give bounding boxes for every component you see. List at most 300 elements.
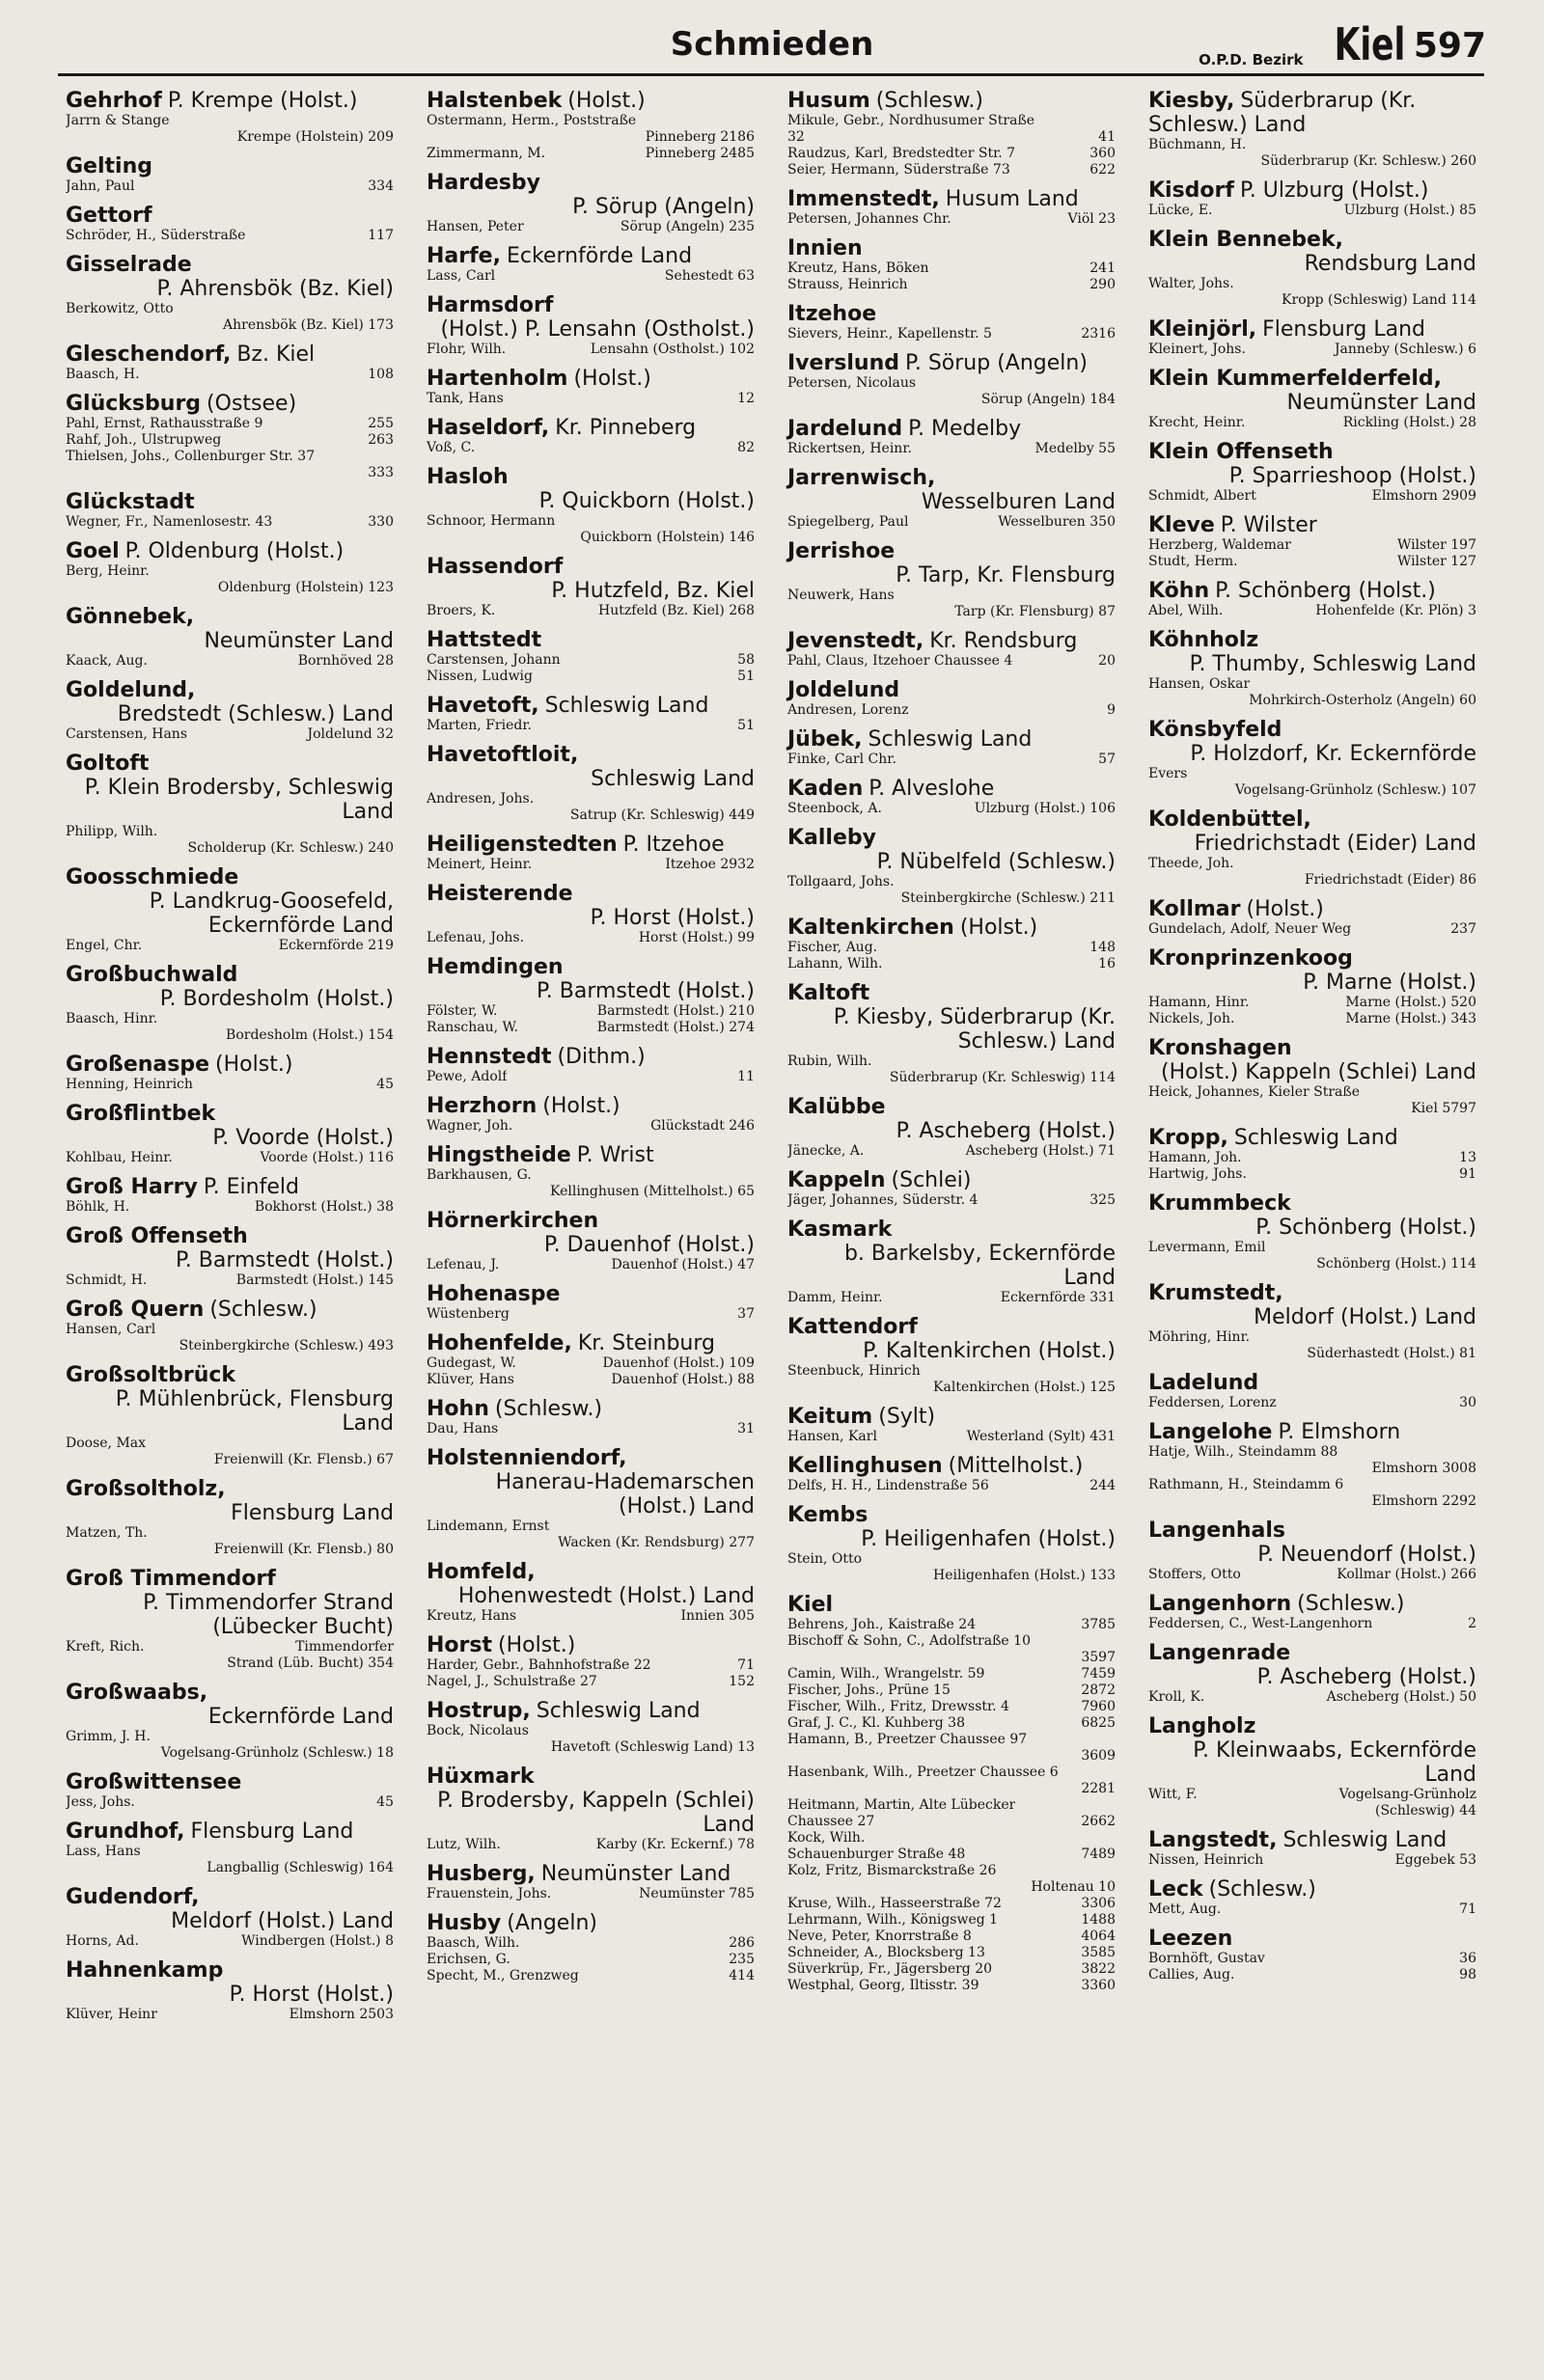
smith-location-phone: 7489 <box>1081 1847 1116 1862</box>
smith-listing <box>66 178 394 195</box>
district-label: O.P.D. Bezirk <box>1199 51 1304 68</box>
place-heading <box>66 963 394 1011</box>
smith-location-phone: Barmstedt (Holst.) 145 <box>235 1272 394 1288</box>
directory-entry <box>66 1298 394 1354</box>
place-heading <box>66 204 394 228</box>
place-name: Kembs <box>787 1503 868 1527</box>
smith-location-phone: 334 <box>368 178 394 194</box>
place-name: Hohenaspe <box>427 1282 561 1306</box>
place-name: Hasloh <box>427 465 509 489</box>
smith-location-phone: Vogelsang-Grünholz (Schlesw.) 18 <box>160 1745 394 1761</box>
smith-listing <box>66 580 394 596</box>
smith-listing <box>66 1150 394 1166</box>
place-heading <box>66 253 394 301</box>
smith-name: 32 <box>787 129 805 145</box>
place-name: Jevenstedt, <box>787 629 924 653</box>
smith-name: Schröder, H., Süderstraße <box>66 228 246 243</box>
smith-location-phone: 2872 <box>1081 1682 1116 1698</box>
place-region: (Schlesw.) <box>1208 1877 1316 1901</box>
smith-listing <box>1148 415 1476 431</box>
smith-listing <box>66 1729 394 1745</box>
place-heading <box>66 1477 394 1525</box>
smith-name: Jäger, Johannes, Süderstr. 4 <box>787 1192 979 1208</box>
place-region: Hanerau-Hademarschen (Holst.) Land <box>495 1470 755 1518</box>
place-name: Jarrenwisch, <box>787 466 936 490</box>
smith-location-phone: Sehestedt 63 <box>664 268 755 284</box>
smith-listing <box>787 277 1116 293</box>
smith-listing <box>1148 856 1476 872</box>
directory-entry <box>1148 440 1476 505</box>
directory-entry <box>787 629 1116 670</box>
place-name: Immenstedt, <box>787 187 940 211</box>
smith-listing <box>66 1794 394 1811</box>
directory-entry <box>787 727 1116 768</box>
smith-name: Gudegast, W. <box>427 1355 516 1371</box>
smith-listing <box>427 1935 755 1952</box>
smith-listing <box>787 1070 1116 1086</box>
smith-name: Frauenstein, Johs. <box>427 1886 552 1901</box>
place-name: Kisdorf <box>1148 178 1234 203</box>
smith-listing <box>1148 1493 1476 1510</box>
smith-location-phone: Vogelsang-Grünholz (Schlesw.) 107 <box>1234 782 1476 798</box>
place-heading <box>787 1405 1116 1429</box>
place-name: Innien <box>787 236 863 260</box>
directory-entry <box>66 89 394 146</box>
place-name: Krumstedt, <box>1148 1281 1283 1305</box>
smith-listing <box>787 1633 1116 1650</box>
smith-name: Andresen, Lorenz <box>787 702 909 718</box>
smith-location-phone: 3306 <box>1081 1896 1116 1911</box>
place-region: (Holst.) P. Lensahn (Ostholst.) <box>440 317 755 342</box>
smith-location-phone: Freienwill (Kr. Flensb.) 80 <box>213 1542 394 1557</box>
smith-location-phone: 2662 <box>1081 1814 1116 1829</box>
smith-location-phone: Heiligenhafen (Holst.) 133 <box>933 1568 1116 1583</box>
place-region: P. Timmendorfer Strand (Lübecker Bucht) <box>143 1591 394 1639</box>
smith-listing <box>427 1657 755 1674</box>
smith-location-phone: Elmshorn 2503 <box>289 2007 394 2022</box>
place-heading <box>787 826 1116 874</box>
smith-location-phone: Quickborn (Holstein) 146 <box>580 530 755 545</box>
place-region: P. Thumby, Schleswig Land <box>1189 652 1476 676</box>
smith-name: Gundelach, Adolf, Neuer Weg <box>1148 921 1352 937</box>
directory-entry <box>1148 1877 1476 1918</box>
directory-entry <box>1148 897 1476 938</box>
smith-listing <box>787 514 1116 531</box>
smith-listing <box>1148 1567 1476 1583</box>
place-name: Klein Offenseth <box>1148 440 1334 464</box>
place-heading <box>427 833 755 857</box>
smith-location-phone: Bokhorst (Holst.) 38 <box>254 1199 394 1215</box>
place-name: Kellinghusen <box>787 1454 943 1478</box>
place-heading <box>787 1217 1116 1290</box>
directory-entry <box>427 882 755 946</box>
smith-listing <box>66 563 394 580</box>
place-region: (Holst.) <box>567 89 646 113</box>
place-region: Kr. Pinneberg <box>555 416 697 440</box>
place-heading <box>427 1446 755 1518</box>
smith-location-phone: 41 <box>1098 129 1116 145</box>
smith-listing <box>66 726 394 743</box>
place-name: Langenrade <box>1148 1641 1291 1665</box>
place-heading <box>1148 718 1476 766</box>
smith-listing <box>427 1421 755 1437</box>
smith-listing <box>427 603 755 619</box>
smith-name: Hamann, Hinr. <box>1148 995 1250 1010</box>
place-heading <box>66 1175 394 1199</box>
smith-location-phone: Neumünster 785 <box>639 1886 755 1901</box>
directory-entry <box>66 1175 394 1216</box>
smith-name: Mikule, Gebr., Nordhusumer Straße <box>787 113 1035 128</box>
place-region: (Angeln) <box>507 1911 597 1935</box>
smith-listing <box>66 514 394 531</box>
directory-entry <box>427 293 755 358</box>
directory-entry <box>66 1567 394 1672</box>
directory-entry <box>66 605 394 670</box>
smith-listing <box>1148 1951 1476 1967</box>
place-name: Groß Harry <box>66 1175 198 1199</box>
place-heading <box>66 678 394 726</box>
place-name: Horst <box>427 1633 492 1657</box>
place-heading <box>427 1397 755 1421</box>
place-region: (Mittelholst.) <box>948 1454 1084 1478</box>
smith-listing <box>787 604 1116 620</box>
smith-name: Bock, Nicolaus <box>427 1723 529 1738</box>
smith-name: Erichsen, G. <box>427 1952 510 1967</box>
smith-listing <box>427 219 755 235</box>
smith-location-phone: Schönberg (Holst.) 114 <box>1316 1256 1476 1272</box>
smith-listing <box>66 1860 394 1876</box>
smith-location-phone: Timmendorfer <box>295 1639 394 1655</box>
smith-listing <box>787 1617 1116 1633</box>
directory-entry <box>1148 718 1476 799</box>
smith-location-phone: Pinneberg 2485 <box>645 146 755 161</box>
place-heading <box>1148 1191 1476 1240</box>
smith-listing <box>787 1797 1116 1814</box>
smith-listing <box>787 1192 1116 1209</box>
smith-listing <box>427 1372 755 1388</box>
smith-name: Kreft, Rich. <box>66 1639 145 1655</box>
smith-listing <box>1148 276 1476 292</box>
directory-entry <box>66 1885 394 1950</box>
smith-listing <box>787 702 1116 719</box>
smith-name: Nissen, Heinrich <box>1148 1852 1264 1868</box>
place-name: Herzhorn <box>427 1094 538 1118</box>
smith-listing <box>787 1929 1116 1945</box>
smith-listing <box>66 1199 394 1216</box>
smith-location-phone: Steinbergkirche (Schlesw.) 493 <box>179 1338 394 1354</box>
smith-listing <box>66 1436 394 1452</box>
place-name: Langenhorn <box>1148 1592 1292 1616</box>
smith-listing <box>66 1542 394 1558</box>
smith-name: Nissen, Ludwig <box>427 669 533 684</box>
smith-listing <box>1148 1395 1476 1411</box>
smith-listing <box>427 1952 755 1968</box>
directory-entry <box>427 1633 755 1690</box>
place-heading <box>1148 1518 1476 1567</box>
place-heading <box>1148 1828 1476 1852</box>
place-heading <box>1148 317 1476 342</box>
smith-location-phone: Elmshorn 3008 <box>1371 1461 1476 1476</box>
place-heading <box>1148 1927 1476 1951</box>
place-heading <box>787 1168 1116 1192</box>
place-name: Großsoltbrück <box>66 1363 236 1387</box>
place-name: Havetoft, <box>427 694 539 718</box>
directory-entry <box>787 1405 1116 1445</box>
place-heading <box>787 417 1116 441</box>
smith-location-phone: 37 <box>737 1306 755 1322</box>
smith-listing <box>1148 153 1476 170</box>
directory-entry <box>787 236 1116 293</box>
smith-name: Stoffers, Otto <box>1148 1567 1241 1582</box>
place-name: Großenaspe <box>66 1053 210 1077</box>
smith-listing <box>787 1429 1116 1445</box>
smith-name: Rahf, Joh., Ulstrupweg <box>66 432 222 448</box>
smith-location-phone: 31 <box>737 1421 755 1436</box>
directory-columns <box>58 89 1484 2356</box>
smith-location-phone: 58 <box>737 652 755 668</box>
smith-location-phone: Sörup (Angeln) 235 <box>620 219 755 234</box>
place-region: P. Itzehoe <box>622 833 725 857</box>
smith-name: Flohr, Wilh. <box>427 342 507 357</box>
place-heading <box>427 416 755 440</box>
smith-name: Wagner, Joh. <box>427 1118 513 1134</box>
smith-name: Böhlk, H. <box>66 1199 130 1215</box>
directory-entry <box>427 367 755 407</box>
place-name: Hardesby <box>427 171 540 195</box>
smith-name: Kolz, Fritz, Bismarckstraße 26 <box>787 1863 997 1878</box>
place-heading <box>427 1633 755 1657</box>
directory-entry <box>427 743 755 824</box>
smith-name: Hansen, Carl <box>66 1322 156 1337</box>
smith-listing <box>427 1069 755 1085</box>
smith-listing <box>787 752 1116 768</box>
smith-name: Camin, Wilh., Wrangelstr. 59 <box>787 1666 985 1682</box>
place-region: Kr. Steinburg <box>577 1331 715 1355</box>
smith-listing <box>66 1639 394 1655</box>
smith-location-phone: Süderbrarup (Kr. Schlesw.) 260 <box>1260 153 1476 169</box>
smith-location-phone: 36 <box>1459 1951 1476 1966</box>
smith-name: Hansen, Peter <box>427 219 524 234</box>
smith-name: Hatje, Wilh., Steindamm 88 <box>1148 1444 1338 1460</box>
place-region: (Holst.) <box>542 1094 620 1118</box>
place-heading <box>66 1053 394 1077</box>
smith-location-phone: 152 <box>729 1674 755 1689</box>
smith-listing <box>787 1053 1116 1070</box>
smith-listing <box>427 113 755 129</box>
place-heading <box>427 1764 755 1837</box>
place-region: Schleswig Land <box>536 1699 701 1723</box>
place-name: Großsoltholz, <box>66 1477 226 1501</box>
directory-entry <box>427 1764 755 1853</box>
place-name: Koldenbüttel, <box>1148 807 1311 832</box>
smith-name: Schmidt, H. <box>66 1272 148 1288</box>
smith-name: Stein, Otto <box>787 1551 863 1567</box>
smith-listing <box>787 392 1116 408</box>
place-region: P. Tarp, Kr. Flensburg <box>896 563 1116 588</box>
place-heading <box>66 1298 394 1322</box>
smith-listing <box>787 1478 1116 1494</box>
smith-listing <box>427 791 755 807</box>
place-heading <box>1148 897 1476 921</box>
smith-listing <box>1148 1084 1476 1101</box>
smith-listing <box>1148 782 1476 799</box>
directory-entry <box>66 154 394 195</box>
smith-listing <box>787 1650 1116 1666</box>
smith-listing <box>66 1745 394 1762</box>
smith-location-phone: Freienwill (Kr. Flensb.) 67 <box>213 1452 394 1467</box>
smith-name: Berg, Heinr. <box>66 563 150 579</box>
directory-entry <box>787 302 1116 342</box>
place-name: Hattstedt <box>427 628 542 652</box>
smith-name: Lutz, Wilh. <box>427 1837 501 1852</box>
smith-name: Marten, Friedr. <box>427 718 532 733</box>
smith-listing <box>1148 1101 1476 1117</box>
place-heading <box>66 1819 394 1844</box>
smith-name: Westphal, Georg, Iltisstr. 39 <box>787 1978 979 1993</box>
directory-entry <box>427 1560 755 1625</box>
place-name: Harfe, <box>427 244 501 268</box>
smith-location-phone: 117 <box>368 228 394 243</box>
smith-listing <box>1148 1444 1476 1461</box>
smith-name: Kreutz, Hans <box>427 1608 517 1624</box>
smith-listing <box>427 718 755 734</box>
smith-listing <box>1148 995 1476 1011</box>
directory-entry <box>787 351 1116 408</box>
smith-name: Doose, Max <box>66 1436 147 1451</box>
place-heading <box>787 916 1116 940</box>
smith-listing <box>787 260 1116 277</box>
directory-entry <box>1148 1420 1476 1510</box>
smith-name: Delfs, H. H., Lindenstraße 56 <box>787 1478 989 1493</box>
smith-name: Thielsen, Johs., Collenburger Str. 37 <box>66 449 316 464</box>
directory-entry <box>1148 1641 1476 1706</box>
smith-name: Jahn, Paul <box>66 178 135 194</box>
smith-listing <box>1148 554 1476 570</box>
smith-listing <box>1148 1901 1476 1918</box>
directory-entry <box>1148 1714 1476 1819</box>
place-name: Homfeld, <box>427 1560 536 1584</box>
smith-listing <box>66 301 394 317</box>
smith-location-phone: 9 <box>1107 702 1116 718</box>
smith-listing <box>66 1077 394 1093</box>
place-name: Krummbeck <box>1148 1191 1291 1216</box>
smith-name: Neve, Peter, Knorrstraße 8 <box>787 1929 972 1944</box>
place-heading <box>787 777 1116 801</box>
place-name: Kleinjörl, <box>1148 317 1257 342</box>
place-heading <box>787 678 1116 702</box>
directory-entry <box>1148 228 1476 309</box>
smith-name: Schauenburger Straße 48 <box>787 1847 966 1862</box>
place-heading <box>427 1699 755 1723</box>
smith-name: Barkhausen, G. <box>427 1167 532 1183</box>
place-region: Eckernförde Land <box>207 1705 394 1729</box>
place-name: Goltoft <box>66 752 150 776</box>
place-name: Husberg, <box>427 1862 536 1886</box>
smith-name: Chaussee 27 <box>787 1814 875 1829</box>
place-region: Friedrichstadt (Eider) Land <box>1194 832 1476 856</box>
directory-entry <box>427 694 755 734</box>
place-name: Groß Timmendorf <box>66 1567 276 1591</box>
smith-location-phone: Krempe (Holstein) 209 <box>236 129 394 145</box>
directory-entry <box>66 752 394 857</box>
smith-listing <box>787 940 1116 956</box>
smith-listing <box>787 162 1116 178</box>
smith-name: Fischer, Aug. <box>787 940 878 955</box>
place-name: Kalübbe <box>787 1095 886 1119</box>
smith-listing <box>66 1011 394 1027</box>
smith-listing <box>787 146 1116 162</box>
place-region: P. Ascheberg (Holst.) <box>1256 1665 1476 1689</box>
place-region: (Schlesw.) <box>494 1397 603 1421</box>
smith-listing <box>787 1551 1116 1568</box>
smith-name: Kohlbau, Heinr. <box>66 1150 173 1165</box>
smith-name: Pewe, Adolf <box>427 1069 508 1084</box>
place-heading <box>66 1770 394 1794</box>
smith-location-phone: Wesselburen 350 <box>998 514 1116 530</box>
place-region: P. Barmstedt (Holst.) <box>175 1248 394 1272</box>
directory-entry <box>427 955 755 1036</box>
place-name: Goel <box>66 539 120 563</box>
place-region: P. Nübelfeld (Schlesw.) <box>876 850 1116 874</box>
smith-listing <box>787 1764 1116 1781</box>
smith-name: Baasch, Hinr. <box>66 1011 158 1026</box>
smith-name: Dau, Hans <box>427 1421 499 1436</box>
smith-listing <box>1148 1329 1476 1346</box>
smith-listing <box>66 317 394 334</box>
smith-listing <box>1148 1852 1476 1869</box>
smith-name: Neuwerk, Hans <box>787 588 895 603</box>
place-name: Gelting <box>66 154 152 178</box>
place-heading <box>1148 513 1476 537</box>
place-heading <box>787 466 1116 514</box>
smith-location-phone: 360 <box>1089 146 1116 161</box>
place-region: Rendsburg Land <box>1304 252 1476 276</box>
smith-name: Pahl, Claus, Itzehoer Chaussee 4 <box>787 653 1013 669</box>
smith-name: Hamann, Joh. <box>1148 1150 1242 1165</box>
smith-name: Horns, Ad. <box>66 1933 139 1949</box>
smith-location-phone: Westerland (Sylt) 431 <box>966 1429 1116 1444</box>
place-name: Kasmark <box>787 1217 893 1242</box>
smith-listing <box>787 890 1116 907</box>
smith-location-phone: Kollmar (Holst.) 266 <box>1337 1567 1476 1582</box>
place-heading <box>1148 1714 1476 1787</box>
place-name: Hörnerkirchen <box>427 1209 599 1233</box>
smith-name: Lahann, Wilh. <box>787 956 883 971</box>
place-heading <box>1148 1281 1476 1329</box>
smith-location-phone: 2281 <box>1081 1781 1116 1796</box>
place-heading <box>66 89 394 113</box>
smith-name: Philipp, Wilh. <box>66 824 158 839</box>
place-region: P. Sörup (Angeln) <box>572 195 755 219</box>
smith-listing <box>66 2007 394 2023</box>
smith-name: Theede, Joh. <box>1148 856 1234 871</box>
smith-name: Baasch, Wilh. <box>427 1935 520 1951</box>
smith-location-phone: Barmstedt (Holst.) 274 <box>596 1020 755 1035</box>
place-heading <box>1148 628 1476 676</box>
smith-name: Pahl, Ernst, Rathausstraße 9 <box>66 416 263 431</box>
smith-location-phone: Ahrensbök (Bz. Kiel) 173 <box>223 317 394 333</box>
smith-location-phone: Oldenburg (Holstein) 123 <box>217 580 394 595</box>
place-heading <box>66 1567 394 1639</box>
smith-listing <box>787 1715 1116 1732</box>
smith-listing <box>427 513 755 530</box>
smith-name: Herzberg, Waldemar <box>1148 537 1291 553</box>
place-region: (Holst.) Kappeln (Schlei) Land <box>1161 1060 1476 1084</box>
place-heading <box>66 1958 394 2007</box>
smith-name: Nickels, Joh. <box>1148 1011 1235 1026</box>
directory-entry <box>66 253 394 334</box>
smith-location-phone: Viöl 23 <box>1067 211 1116 227</box>
